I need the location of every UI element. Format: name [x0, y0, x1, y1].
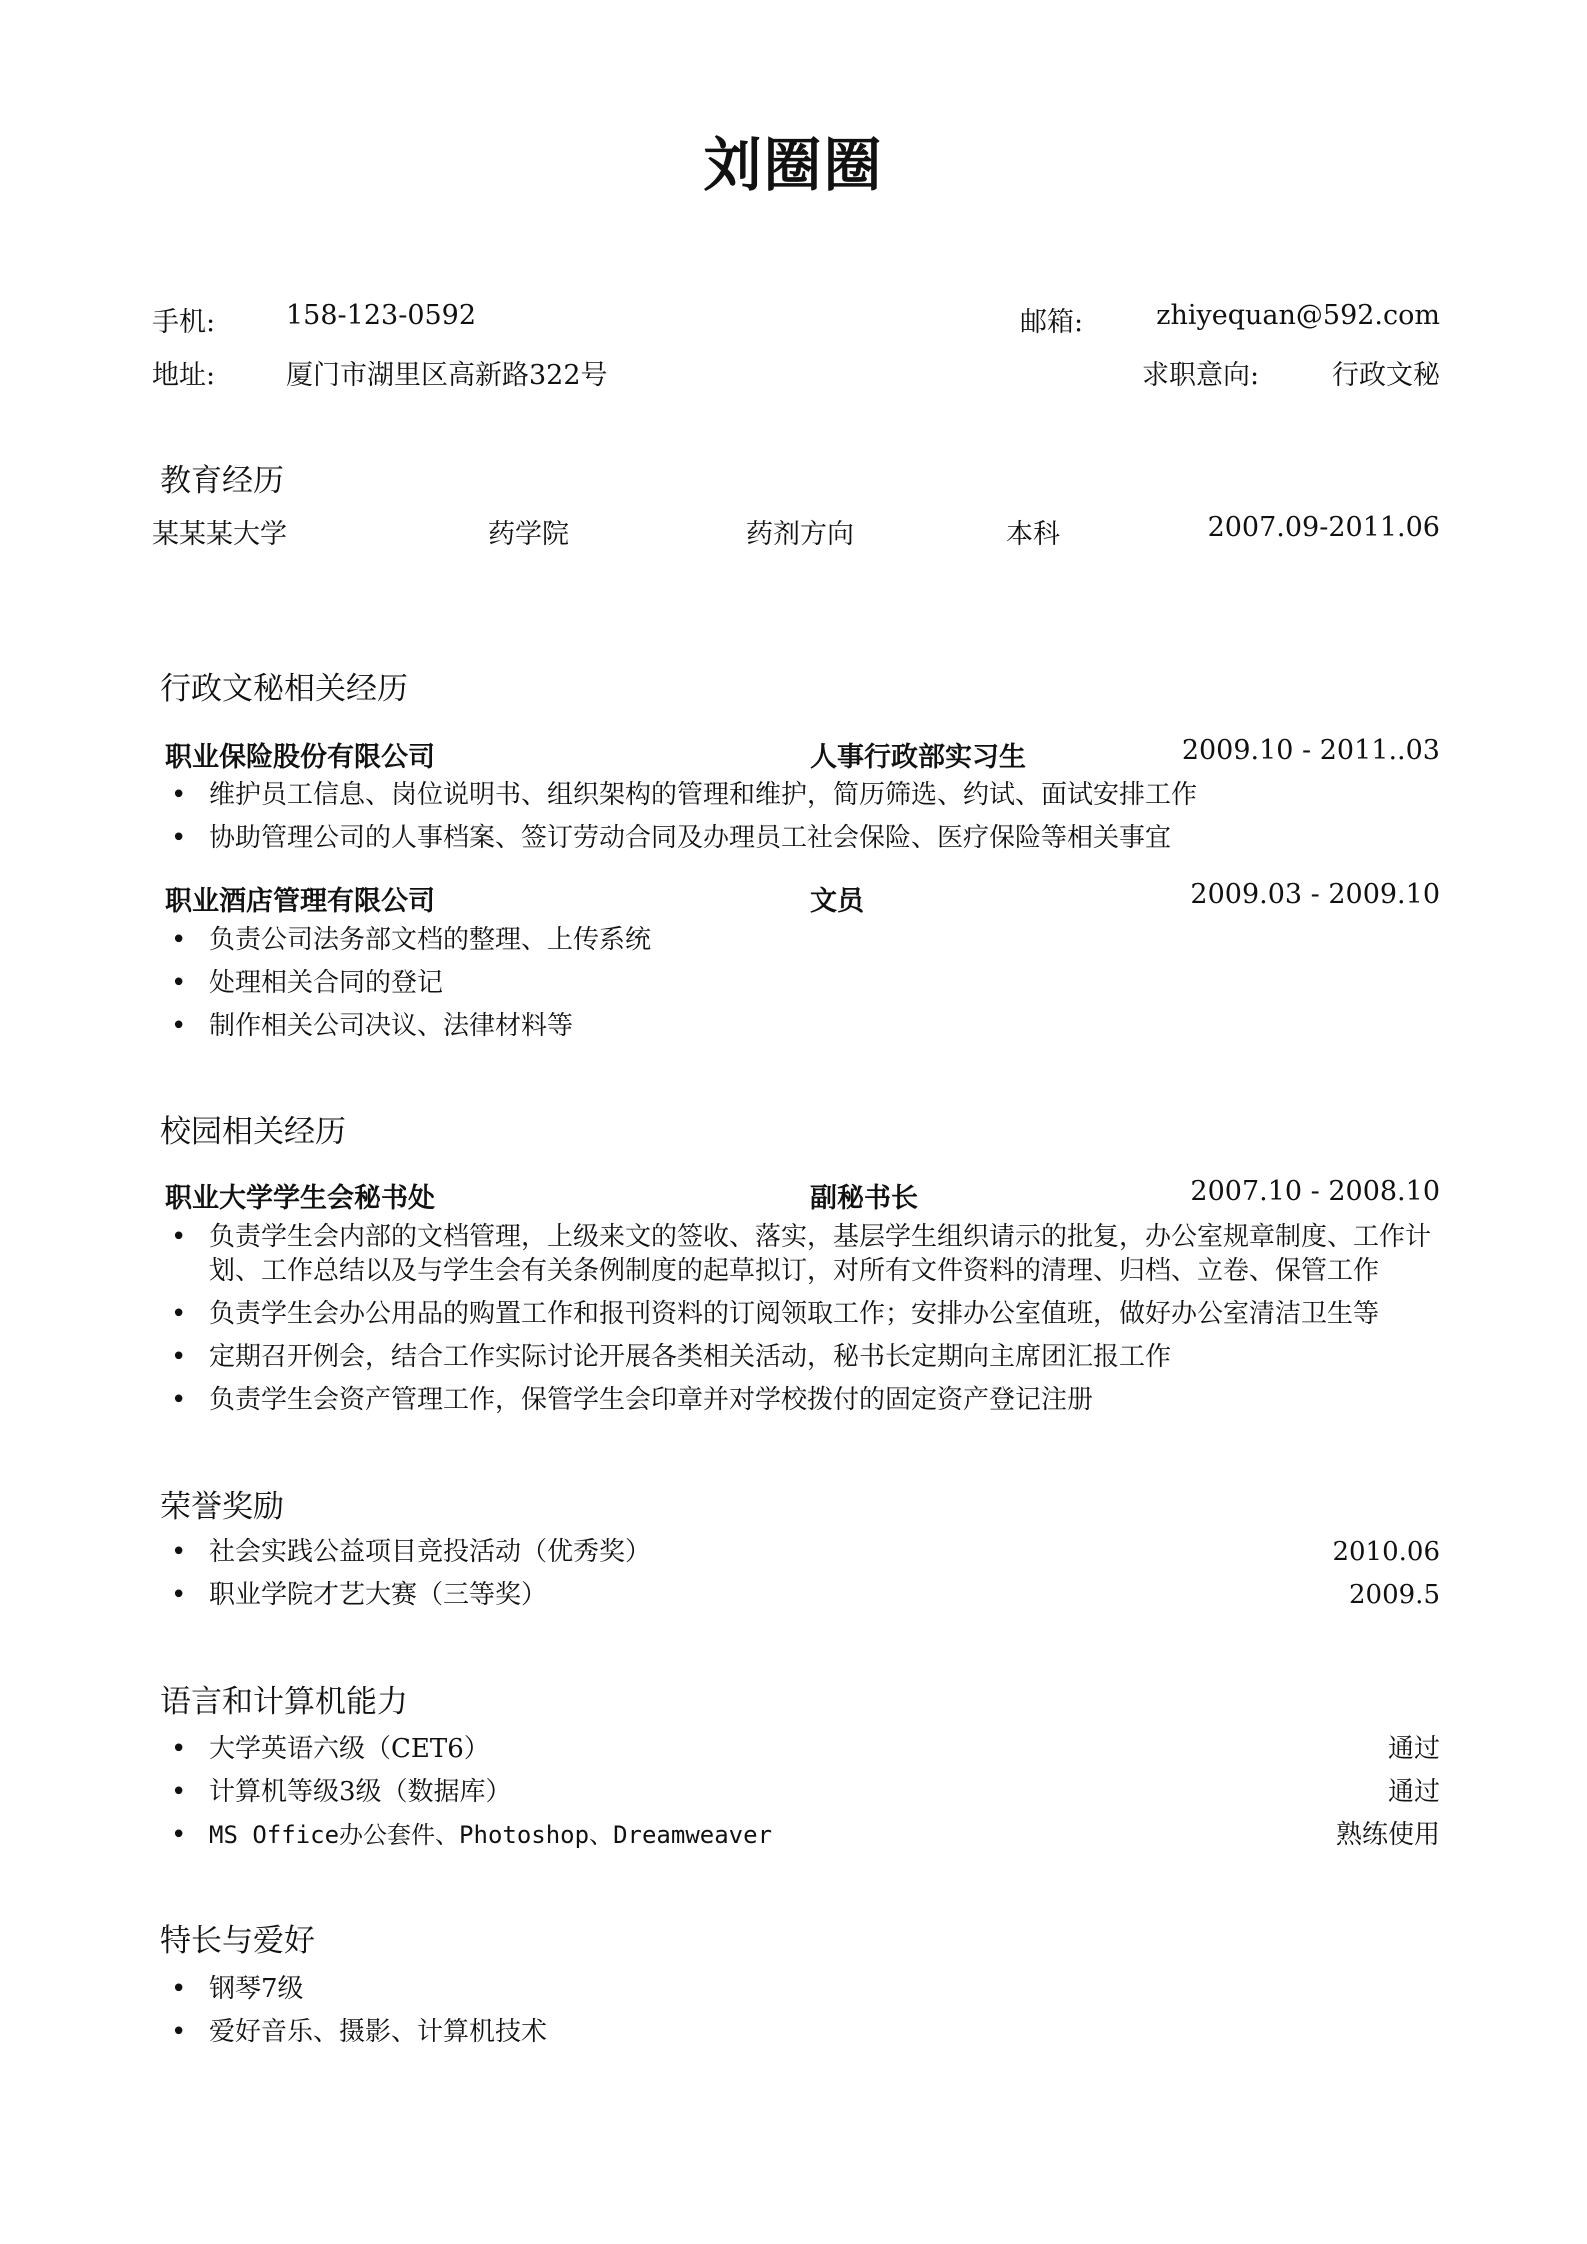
section-title-hobbies: 特长与爱好 [160, 1923, 315, 1959]
bullet-icon: • [171, 823, 187, 853]
education-school: 某某某大学 [152, 519, 287, 550]
email-label: 邮箱: [1020, 307, 1084, 338]
list-item: • 负责学生会内部的文档管理，上级来文的签收、落实，基层学生组织请示的批复，办公室规章制度、工作计划、工作总结以及与学生会有关条例制度的起草拟订，对所有文件资料的清理、归档、立卷、保管工作 [171, 1222, 1432, 1286]
honor-date: 2010.06 [1332, 1537, 1440, 1567]
bullet-icon: • [171, 780, 187, 810]
phone-value: 158-123-0592 [286, 300, 477, 331]
skill-level: 通过 [1387, 1777, 1440, 1807]
honor-date: 2009.5 [1349, 1580, 1440, 1610]
list-item: • 维护员工信息、岗位说明书、组织架构的管理和维护，简历筛选、约试、面试安排工作 [171, 780, 1198, 810]
skill-level: 熟练使用 [1335, 1820, 1440, 1850]
list-item: • 计算机等级3级（数据库） 通过 [171, 1777, 1440, 1807]
list-item: • 制作相关公司决议、法律材料等 [171, 1011, 574, 1041]
bullet-icon: • [171, 1974, 187, 2004]
job-company: 职业大学学生会秘书处 [165, 1183, 435, 1214]
list-item: • 社会实践公益项目竞投活动（优秀奖） 2010.06 [171, 1537, 1440, 1567]
section-title-education: 教育经历 [160, 463, 284, 499]
job-role: 人事行政部实习生 [810, 742, 1026, 773]
candidate-name: 刘圈圈 [703, 131, 884, 199]
bullet-icon: • [171, 968, 187, 998]
email-value: zhiyequan@592.com [1156, 300, 1440, 331]
skill-level: 通过 [1387, 1734, 1440, 1764]
bullet-icon: • [171, 1777, 187, 1807]
list-item: • MS Office办公套件、Photoshop、Dreamweaver 熟练使用 [171, 1820, 1440, 1850]
honors-list [165, 1535, 1440, 1621]
bullet-icon: • [171, 1734, 187, 1764]
bullet-icon: • [171, 925, 187, 955]
bullet-icon: • [171, 1537, 187, 1567]
skills-list [165, 1732, 1440, 1861]
list-item: • 大学英语六级（CET6） 通过 [171, 1734, 1440, 1764]
bullet-icon: • [171, 1580, 187, 1610]
education-degree: 本科 [1006, 519, 1060, 550]
job-role: 文员 [810, 886, 864, 917]
job-bullet-list [165, 923, 1440, 1052]
campus-bullet-list [165, 1220, 1440, 1426]
job-company: 职业酒店管理有限公司 [165, 886, 435, 917]
hobbies-list [165, 1972, 1440, 2058]
section-title-campus-experience: 校园相关经历 [160, 1114, 346, 1150]
education-direction: 药剂方向 [746, 519, 854, 550]
address-label: 地址: [152, 360, 216, 391]
list-item: • 定期召开例会，结合工作实际讨论开展各类相关活动，秘书长定期向主席团汇报工作 [171, 1342, 1172, 1372]
education-college: 药学院 [488, 519, 569, 550]
list-item: • 协助管理公司的人事档案、签订劳动合同及办理员工社会保险、医疗保险等相关事宜 [171, 823, 1172, 853]
bullet-icon: • [171, 1385, 187, 1415]
address-value: 厦门市湖里区高新路322号 [286, 360, 608, 391]
intent-label: 求职意向: [1142, 360, 1260, 391]
bullet-icon: • [171, 1222, 187, 1252]
list-item: • 负责学生会办公用品的购置工作和报刊资料的订阅领取工作；安排办公室值班，做好办公室清洁卫生等 [171, 1299, 1380, 1329]
list-item: • 处理相关合同的登记 [171, 968, 444, 998]
contact-row-2 [152, 353, 1440, 393]
bullet-icon: • [171, 1820, 187, 1850]
contact-row-1 [152, 300, 1440, 340]
job-role: 副秘书长 [810, 1183, 918, 1214]
list-item: • 负责学生会资产管理工作，保管学生会印章并对学校拨付的固定资产登记注册 [171, 1385, 1094, 1415]
list-item: • 爱好音乐、摄影、计算机技术 [171, 2017, 548, 2047]
bullet-icon: • [171, 2017, 187, 2047]
education-period: 2007.09-2011.06 [1207, 512, 1440, 543]
job-bullet-list [165, 778, 1440, 864]
bullet-icon: • [171, 1011, 187, 1041]
bullet-icon: • [171, 1342, 187, 1372]
section-title-admin-experience: 行政文秘相关经历 [160, 671, 408, 707]
job-period: 2009.03 - 2009.10 [1190, 879, 1440, 910]
list-item: • 负责公司法务部文档的整理、上传系统 [171, 925, 652, 955]
list-item: • 钢琴7级 [171, 1974, 304, 2004]
job-company: 职业保险股份有限公司 [165, 742, 435, 773]
intent-value: 行政文秘 [1332, 360, 1440, 391]
phone-label: 手机: [152, 307, 216, 338]
job-period: 2009.10 - 2011..03 [1181, 735, 1440, 766]
section-title-skills: 语言和计算机能力 [160, 1684, 408, 1720]
section-title-honors: 荣誉奖励 [160, 1489, 284, 1525]
job-period: 2007.10 - 2008.10 [1190, 1176, 1440, 1207]
list-item: • 职业学院才艺大赛（三等奖） 2009.5 [171, 1580, 1440, 1610]
bullet-icon: • [171, 1299, 187, 1329]
